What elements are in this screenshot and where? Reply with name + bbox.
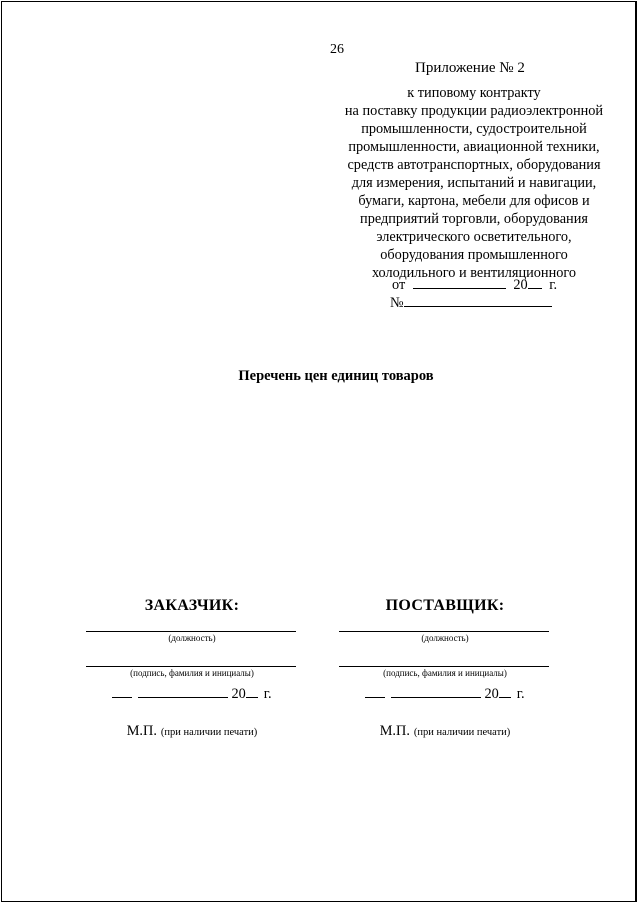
supplier-seal-note: (при наличии печати) <box>413 727 511 738</box>
customer-position-caption: (должность) <box>168 633 216 643</box>
supplier-name-line <box>339 666 549 667</box>
supplier-position-caption: (должность) <box>421 633 469 643</box>
description-line: к типовому контракту <box>407 85 541 101</box>
customer-position-line <box>86 631 296 632</box>
supplier-sign-date <box>339 686 551 703</box>
customer-name-caption: (подпись, фамилия и инициалы) <box>130 668 254 678</box>
customer-sign-date <box>86 686 298 703</box>
customer-year-blank <box>246 686 258 698</box>
customer-name-line <box>86 666 296 667</box>
page-number: 26 <box>330 42 344 57</box>
description-line: промышленности, авиационной техники, <box>348 139 600 155</box>
description-line: электрического осветительного, <box>376 229 572 245</box>
description-line: средств автотранспортных, оборудования <box>347 157 601 173</box>
description-line: для измерения, испытаний и навигации, <box>351 175 597 191</box>
supplier-position-line <box>339 631 549 632</box>
description-line: оборудования промышленного <box>380 247 568 263</box>
customer-date-suffix: г. <box>263 686 272 702</box>
appendix-title: Приложение № 2 <box>415 60 525 76</box>
number-blank-field <box>404 294 552 307</box>
contract-date-line <box>392 276 557 294</box>
customer-date-year: 20 <box>231 686 246 702</box>
description-line: предприятий торговли, оборудования <box>360 211 588 227</box>
date-year: 20 <box>513 277 528 293</box>
customer-seal <box>86 722 298 740</box>
description-line: промышленности, судостроительной <box>361 121 587 137</box>
supplier-date-year: 20 <box>484 686 499 702</box>
customer-seal-label: М.П. <box>126 723 157 739</box>
supplier-seal <box>339 722 551 740</box>
contract-description <box>330 84 618 282</box>
contract-number-line <box>390 294 552 312</box>
customer-month-blank <box>138 686 228 698</box>
customer-seal-note: (при наличии печати) <box>160 727 258 738</box>
customer-title: ЗАКАЗЧИК: <box>144 597 240 614</box>
number-prefix: № <box>390 295 404 311</box>
year-blank-field <box>528 276 542 289</box>
supplier-year-blank <box>499 686 511 698</box>
supplier-title: ПОСТАВЩИК: <box>385 597 505 614</box>
document-heading: Перечень цен единиц товаров <box>238 368 434 384</box>
customer-day-blank <box>112 686 132 698</box>
description-line: бумаги, картона, мебели для офисов и <box>358 193 590 209</box>
date-blank-field <box>413 276 506 289</box>
description-line: холодильного и вентиляционного <box>371 265 577 281</box>
date-suffix: г. <box>549 277 558 293</box>
date-prefix: от <box>392 277 406 293</box>
supplier-seal-label: М.П. <box>379 723 410 739</box>
description-line: на поставку продукции радиоэлектронной <box>344 103 604 119</box>
supplier-name-caption: (подпись, фамилия и инициалы) <box>383 668 507 678</box>
supplier-date-suffix: г. <box>516 686 525 702</box>
supplier-day-blank <box>365 686 385 698</box>
supplier-month-blank <box>391 686 481 698</box>
